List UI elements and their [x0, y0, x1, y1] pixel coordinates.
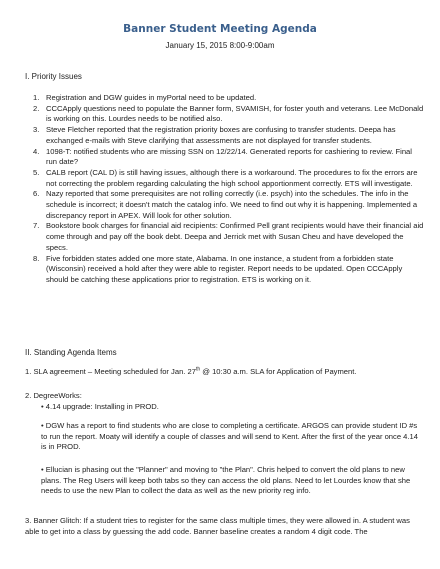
item-text: 1098-T: notified students who are missing SSN on 12/22/14. Generated reports for cashiering to review. Final run date?: [46, 146, 412, 167]
item-number: 2.: [33, 103, 40, 113]
item-number: 8.: [33, 253, 40, 263]
item-number: 3.: [33, 125, 40, 135]
document-date: January 15, 2015 8:00-9:00am: [165, 41, 275, 50]
degreeworks-item-planner: • Ellucian is phasing out the "Planner" and moving to "the Plan". Chris helped to convert the old plans to new plans. The Reg Users will keep both tabs so they can access the old plans. Need to let Lourdes know that she needs to use the new Plan to collect the data as well as the new priority reg info.: [41, 465, 411, 496]
sla-text-end: @ 10:30 a.m. SLA for Application of Payment.: [200, 367, 357, 376]
document-title: Banner Student Meeting Agenda: [123, 23, 317, 35]
banner-glitch-item: 3. Banner Glitch: If a student tries to register for the same class multiple times, they were allowed in. A student was able to get into a class by guessing the add code. Banner baseline creates a random 4 digit code. The: [25, 516, 410, 536]
item-number: 5.: [33, 167, 40, 177]
item-number: 7.: [33, 221, 40, 231]
item-number: 6.: [33, 189, 40, 199]
item-text: Steve Fletcher reported that the registration priority boxes are confusing to transfer students. Deepa has exchanged e-mails with Steve clarifying that assessments are not displayed for transfer students.: [46, 125, 396, 145]
item-number: 1.: [33, 93, 40, 102]
item-text: Five forbidden states added one more state, Alabama. In one instance, a student from a forbidden state (Wisconsin) received a hold after they were able to register. Report needs to be updated. Open CCCApply should be catching these applications prior to registration. ETS is working on it.: [46, 253, 403, 284]
standing-items-heading: II. Standing Agenda Items: [25, 348, 117, 357]
degreeworks-heading: 2. DegreeWorks:: [25, 391, 82, 400]
priority-issues-heading: I. Priority Issues: [25, 72, 82, 81]
list-item: [25, 147, 425, 168]
sla-agreement-item: [25, 367, 420, 378]
item-text: Bookstore book charges for financial aid recipients: Confirmed Pell grant recipients would have their financial aid come through and pay off the book debt. Deepa and Jerrick met with Susan Cheu and have developed the specs.: [46, 221, 424, 252]
list-item: [25, 104, 425, 125]
degreeworks-item-report: • DGW has a report to find students who are close to completing a certificate. ARGOS can provide student ID #s to run the report. Moaty will identify a couple of classes and will send to Kent. After the first of the year once 4.14 is in PROD.: [41, 421, 418, 452]
sla-ordinal-suffix: th: [195, 366, 201, 373]
item-text: CCCApply questions need to populate the Banner form, SVAMISH, for foster youth and veterans. Lee McDonald is working on this. Lourdes needs to be notified also.: [46, 103, 424, 124]
list-item: [25, 254, 425, 286]
list-item: [25, 125, 425, 146]
list-item: [25, 168, 425, 189]
list-item: [25, 93, 425, 104]
item-text: Nazy reported that some prerequisites are not rolling correctly (i.e. psych) into the schedules. The info in the schedule is incorrect; it doesn't match the catalog info. We need to find out why it is happening. Implemented a discrepancy report in APEX. Will look for other solution.: [46, 189, 418, 220]
item-number: 4.: [33, 146, 40, 156]
list-item: [25, 189, 425, 221]
item-text: CALB report (CAL D) is still having issues, although there is a workaround. The procedures to fix the errors are not correcting the problem regarding calculating the high school apportionment correctly. ETS will investigate.: [46, 167, 418, 188]
degreeworks-item-upgrade: • 4.14 upgrade: Installing in PROD.: [41, 402, 159, 411]
sla-text-start: 1. SLA agreement – Meeting scheduled for Jan. 27: [25, 367, 196, 376]
list-item: [25, 221, 425, 253]
priority-issues-list: [25, 93, 425, 286]
item-text: Registration and DGW guides in myPortal need to be updated.: [46, 93, 257, 102]
